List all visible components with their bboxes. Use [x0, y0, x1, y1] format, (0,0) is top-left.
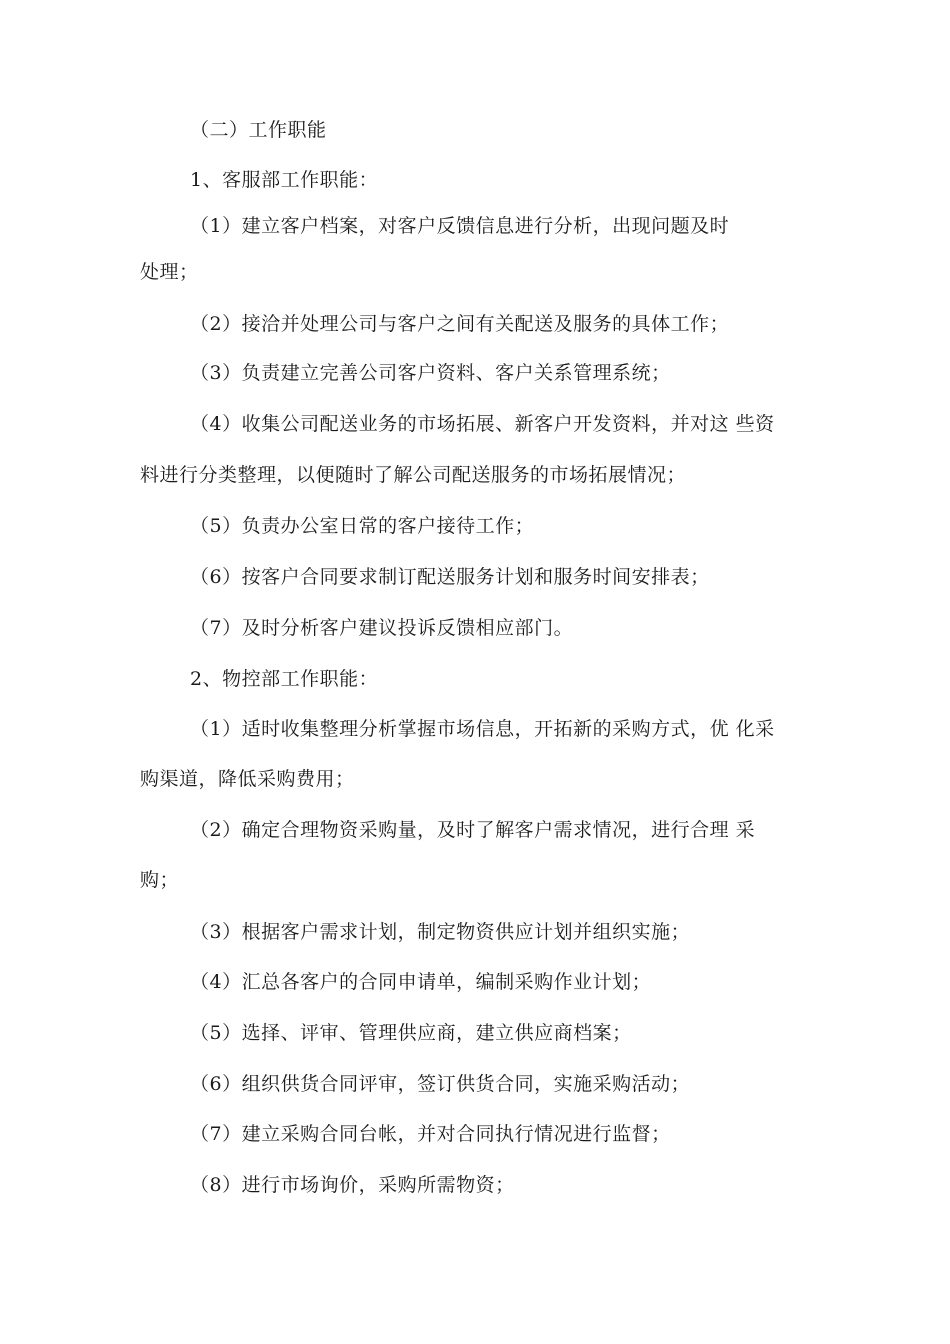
- mc-item-2-line2: 购；: [140, 869, 180, 891]
- heading-material-control: 2、物控部工作职能：: [190, 668, 379, 690]
- cs-item-1-line2: 处理；: [140, 261, 199, 283]
- cs-item-5: （5）负责办公室日常的客户接待工作；: [190, 515, 535, 537]
- cs-item-4-line2: 料进行分类整理，以便随时了解公司配送服务的市场拓展情况；: [140, 464, 687, 486]
- mc-item-3: （3）根据客户需求计划，制定物资供应计划并组织实施；: [190, 921, 691, 943]
- mc-item-7: （7）建立采购合同台帐，并对合同执行情况进行监督；: [190, 1123, 671, 1145]
- cs-item-3: （3）负责建立完善公司客户资料、客户关系管理系统；: [190, 362, 671, 384]
- cs-item-2: （2）接洽并处理公司与客户之间有关配送及服务的具体工作；: [190, 313, 730, 335]
- cs-item-6: （6）按客户合同要求制订配送服务计划和服务时间安排表；: [190, 566, 710, 588]
- mc-item-2-line1: （2）确定合理物资采购量，及时了解客户需求情况，进行合理 采: [190, 819, 756, 841]
- section-title: （二）工作职能: [190, 119, 327, 141]
- cs-item-7: （7）及时分析客户建议投诉反馈相应部门。: [190, 617, 574, 639]
- mc-item-6: （6）组织供货合同评审，签订供货合同，实施采购活动；: [190, 1073, 691, 1095]
- mc-item-1-line1: （1）适时收集整理分析掌握市场信息，开拓新的采购方式，优 化采: [190, 718, 775, 740]
- mc-item-8: （8）进行市场询价，采购所需物资；: [190, 1174, 515, 1196]
- heading-customer-service: 1、客服部工作职能：: [190, 169, 379, 191]
- cs-item-4-line1: （4）收集公司配送业务的市场拓展、新客户开发资料，并对这 些资: [190, 413, 775, 435]
- mc-item-5: （5）选择、评审、管理供应商，建立供应商档案；: [190, 1022, 632, 1044]
- mc-item-4: （4）汇总各客户的合同申请单，编制采购作业计划；: [190, 971, 652, 993]
- cs-item-1-line1: （1）建立客户档案，对客户反馈信息进行分析，出现问题及时: [190, 215, 730, 237]
- mc-item-1-line2: 购渠道，降低采购费用；: [140, 768, 355, 790]
